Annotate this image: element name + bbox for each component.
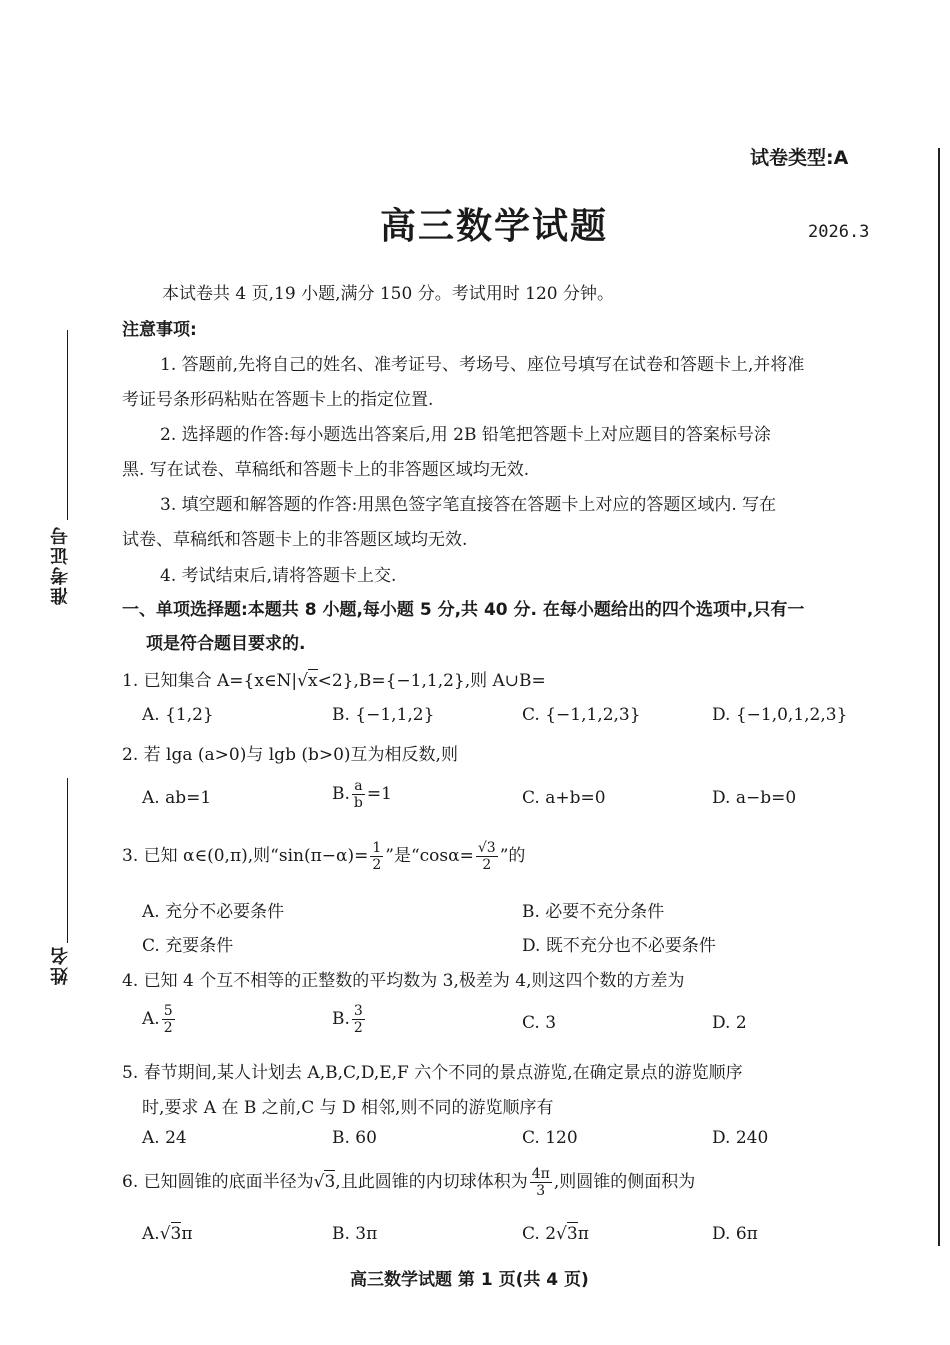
paper-type: 试卷类型:A (750, 147, 849, 169)
fraction (352, 778, 365, 811)
fraction (370, 840, 383, 873)
q3-stem-part: ”是“cosα= (385, 846, 474, 866)
fraction-numerator: a (354, 778, 363, 794)
q5-option-a: A. 24 (142, 1128, 187, 1148)
page-title: 高三数学试题 (380, 206, 609, 247)
sqrt-icon: √ (297, 671, 308, 691)
notice-line: 1. 答题前,先将自己的姓名、准考证号、考场号、座位号填写在试卷和答题卡上,并将准 (160, 355, 805, 375)
fraction (162, 1003, 175, 1036)
q6-option-c-radicand: 3 (566, 1224, 578, 1244)
fraction-denominator: b (353, 795, 363, 811)
section-heading-cont: 项是符合题目要求的. (146, 634, 306, 654)
page-edge-line (938, 148, 940, 1246)
fraction-denominator: 2 (163, 1020, 173, 1036)
q4-option-a-prefix: A. (142, 1009, 160, 1029)
q3-option-a: A. 充分不必要条件 (142, 902, 285, 922)
fraction-denominator: 2 (353, 1020, 363, 1036)
question-1-stem (122, 666, 546, 691)
q6-option-b: B. 3π (332, 1224, 378, 1244)
q2-option-b-suffix: =1 (366, 784, 392, 804)
q3-option-d: D. 既不充分也不必要条件 (522, 936, 716, 956)
fraction-numerator: 1 (372, 840, 382, 856)
exam-date: 2026.3 (808, 222, 870, 242)
fraction-numerator: √3 (477, 840, 496, 856)
q1-option-a: A. {1,2} (142, 705, 214, 725)
q4-option-b (332, 1003, 367, 1036)
q5-option-d: D. 240 (712, 1128, 769, 1148)
q2-option-c: C. a+b=0 (522, 788, 606, 808)
fraction-numerator: 5 (163, 1003, 173, 1019)
q5-option-b: B. 60 (332, 1128, 377, 1148)
question-2-stem: 2. 若 lga (a>0)与 lgb (b>0)互为相反数,则 (122, 745, 458, 765)
q4-option-c: C. 3 (522, 1013, 557, 1033)
sqrt-icon: √ (159, 1224, 171, 1244)
notice-line: 4. 考试结束后,请将答题卡上交. (160, 566, 397, 586)
fraction (352, 1003, 365, 1036)
q4-option-b-prefix: B. (332, 1009, 350, 1029)
q2-option-a: A. ab=1 (142, 788, 212, 808)
q6-stem-part: ,则圆锥的侧面积为 (553, 1172, 696, 1192)
question-4-stem: 4. 已知 4 个互不相等的正整数的平均数为 3,极差为 4,则这四个数的方差为 (122, 971, 685, 991)
q1-option-b: B. {−1,1,2} (332, 705, 435, 725)
q3-option-c: C. 充要条件 (142, 936, 234, 956)
q6-option-c-prefix: C. 2 (522, 1224, 557, 1244)
section-heading: 一、单项选择题:本题共 8 小题,每小题 5 分,共 40 分. 在每小题给出的四个选项中,只有一 (122, 600, 805, 620)
page-footer: 高三数学试题 第 1 页(共 4 页) (350, 1270, 589, 1290)
sqrt-icon: √ (556, 1224, 567, 1244)
q2-option-d: D. a−b=0 (712, 788, 797, 808)
question-3-stem (122, 840, 525, 873)
notice-line: 2. 选择题的作答:每小题选出答案后,用 2B 铅笔把答题卡上对应题目的答案标号涂 (160, 425, 771, 445)
notice-line: 考证号条形码粘贴在答题卡上的指定位置. (122, 390, 434, 410)
question-5-stem: 5. 春节期间,某人计划去 A,B,C,D,E,F 六个不同的景点游览,在确定景点的游览顺序 (122, 1063, 743, 1083)
fraction-numerator: 4π (531, 1166, 550, 1182)
q2-option-b-prefix: B. (332, 784, 350, 804)
q1-radicand: x (307, 671, 318, 691)
fraction-denominator: 2 (372, 857, 382, 873)
q4-option-d: D. 2 (712, 1013, 747, 1033)
fraction-numerator: 3 (353, 1003, 363, 1019)
q6-radicand: 3 (324, 1172, 336, 1192)
intro-text: 本试卷共 4 页,19 小题,满分 150 分。考试用时 120 分钟。 (162, 284, 614, 304)
fraction-denominator: 3 (536, 1183, 546, 1199)
exam-id-write-line (67, 330, 68, 520)
q2-option-b (332, 778, 392, 811)
q6-option-a-prefix: A. (142, 1224, 160, 1244)
q6-option-a-radicand: 3 (170, 1224, 182, 1244)
name-label: 姓名 (50, 945, 71, 985)
notice-line: 3. 填空题和解答题的作答:用黑色签字笔直接答在答题卡上对应的答题区域内. 写在 (160, 495, 777, 515)
q1-option-d: D. {−1,0,1,2,3} (712, 705, 848, 725)
q6-option-c-suffix: π (577, 1224, 589, 1244)
q3-stem-part: 3. 已知 α∈(0,π),则“sin(π−α)= (122, 846, 369, 866)
q6-stem-part: 6. 已知圆锥的底面半径为 (122, 1172, 314, 1192)
q1-option-c: C. {−1,1,2,3} (522, 705, 641, 725)
sqrt-icon: √ (313, 1172, 325, 1192)
fraction-denominator: 2 (482, 857, 492, 873)
exam-id-label: 准考证号 (50, 525, 71, 605)
q3-stem-part: ”的 (499, 846, 526, 866)
q4-option-a (142, 1003, 177, 1036)
q6-stem-part: ,且此圆锥的内切球体积为 (335, 1172, 528, 1192)
q6-option-a-suffix: π (181, 1224, 193, 1244)
q5-option-c: C. 120 (522, 1128, 578, 1148)
q3-option-b: B. 必要不充分条件 (522, 902, 665, 922)
q6-option-a (142, 1224, 193, 1244)
q6-option-c (522, 1224, 589, 1244)
notice-heading: 注意事项: (122, 320, 197, 340)
q1-stem-part: <2},B={−1,1,2},则 A∪B= (317, 671, 546, 691)
fraction (530, 1166, 552, 1199)
fraction (476, 840, 498, 873)
q1-stem-part: 1. 已知集合 A={x∈N| (122, 671, 298, 691)
q6-option-d: D. 6π (712, 1224, 758, 1244)
question-6-stem (122, 1166, 695, 1199)
question-5-stem-cont: 时,要求 A 在 B 之前,C 与 D 相邻,则不同的游览顺序有 (142, 1098, 554, 1118)
notice-line: 黑. 写在试卷、草稿纸和答题卡上的非答题区域均无效. (122, 460, 530, 480)
notice-line: 试卷、草稿纸和答题卡上的非答题区域均无效. (122, 530, 468, 550)
name-write-line (67, 778, 68, 943)
